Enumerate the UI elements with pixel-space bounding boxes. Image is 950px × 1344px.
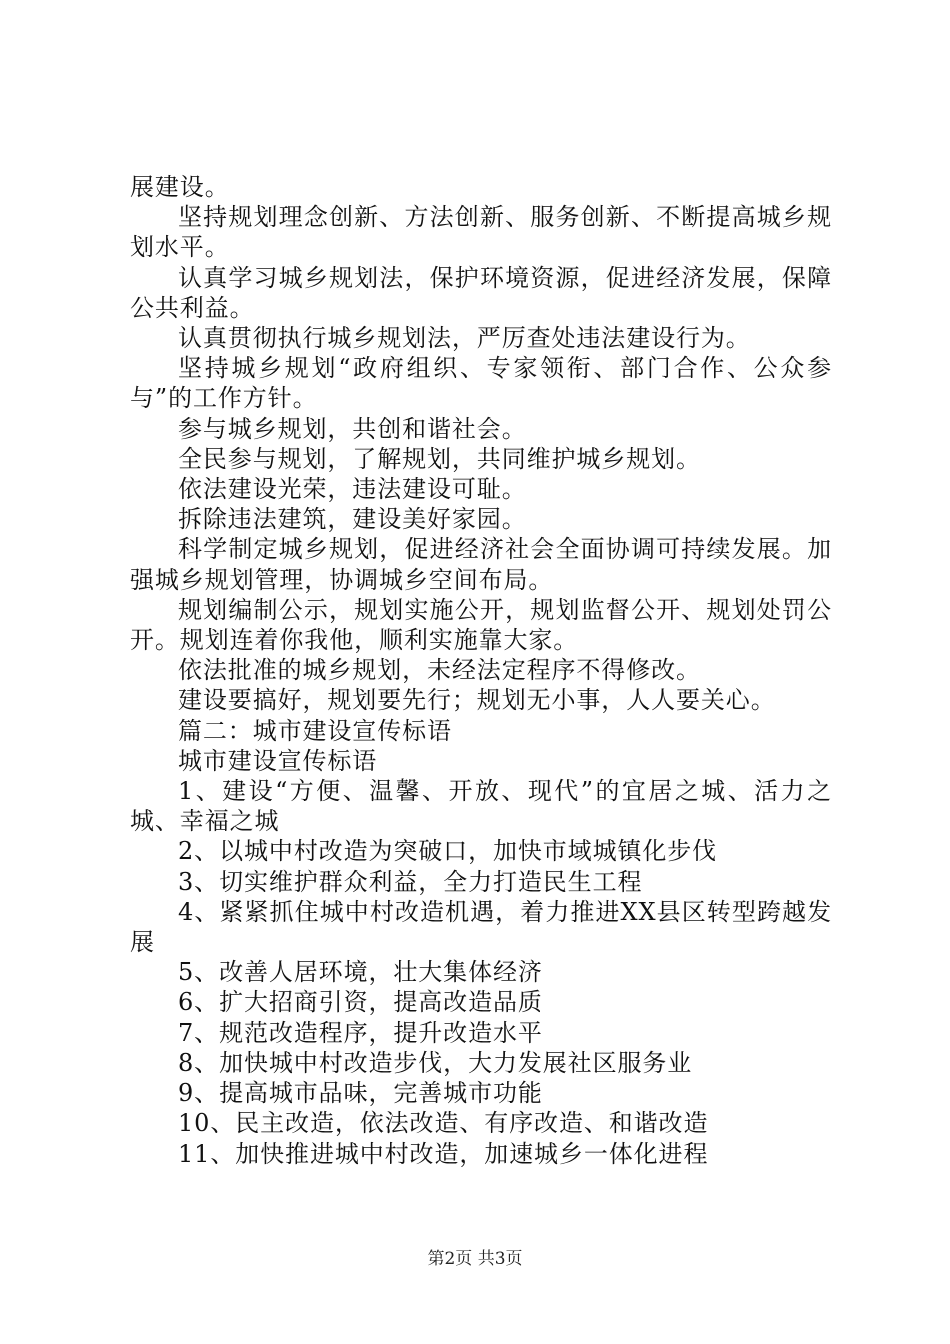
paragraph: 参与城乡规划，共创和谐社会。 [178, 414, 527, 443]
paragraph: 9、提高城市品味，完善城市功能 [178, 1079, 543, 1108]
paragraph: 依法建设光荣，违法建设可耻。 [178, 475, 527, 504]
paragraph: 展建设。 [130, 173, 230, 201]
paragraph: 建设要搞好，规划要先行；规划无小事，人人要关心。 [178, 686, 776, 715]
paragraph: 6、扩大招商引资，提高改造品质 [178, 988, 543, 1017]
paragraph: 篇二：城市建设宣传标语 [178, 716, 452, 745]
document-body [130, 172, 832, 1169]
paragraph: 认真学习城乡规划法，保护环境资源，促进经济发展，保障公共利益。 [130, 263, 832, 322]
paragraph: 坚持规划理念创新、方法创新、服务创新、不断提高城乡规划水平。 [130, 203, 832, 262]
paragraph: 4、紧紧抓住城中村改造机遇，着力推进XX县区转型跨越发展 [130, 897, 832, 957]
paragraph: 2、以城中村改造为突破口，加快市域城镇化步伐 [178, 837, 718, 866]
paragraph: 坚持城乡规划“政府组织、专家领衔、部门合作、公众参与”的工作方针。 [130, 354, 832, 413]
paragraph: 5、改善人居环境，壮大集体经济 [178, 958, 543, 987]
paragraph: 11、加快推进城中村改造，加速城乡一体化进程 [178, 1139, 709, 1168]
paragraph: 8、加快城中村改造步伐，大力发展社区服务业 [178, 1048, 693, 1077]
paragraph: 3、切实维护群众利益，全力打造民生工程 [178, 867, 643, 896]
page-footer: 第2页 共3页 [427, 1249, 523, 1269]
paragraph: 城市建设宣传标语 [178, 746, 378, 775]
paragraph: 拆除违法建筑，建设美好家园。 [178, 505, 527, 534]
paragraph: 全民参与规划，了解规划，共同维护城乡规划。 [178, 444, 701, 473]
paragraph: 10、民主改造，依法改造、有序改造、和谐改造 [178, 1109, 709, 1138]
paragraph: 1、建设“方便、温馨、开放、现代”的宜居之城、活力之城、幸福之城 [130, 777, 832, 836]
paragraph: 科学制定城乡规划，促进经济社会全面协调可持续发展。加强城乡规划管理，协调城乡空间布局。 [130, 535, 832, 594]
paragraph: 7、规范改造程序，提升改造水平 [178, 1018, 543, 1047]
paragraph: 认真贯彻执行城乡规划法，严厉查处违法建设行为。 [178, 324, 751, 353]
paragraph: 依法批准的城乡规划，未经法定程序不得修改。 [178, 656, 701, 685]
paragraph: 规划编制公示，规划实施公开，规划监督公开、规划处罚公开。规划连着你我他，顺利实施靠大家。 [130, 595, 832, 655]
